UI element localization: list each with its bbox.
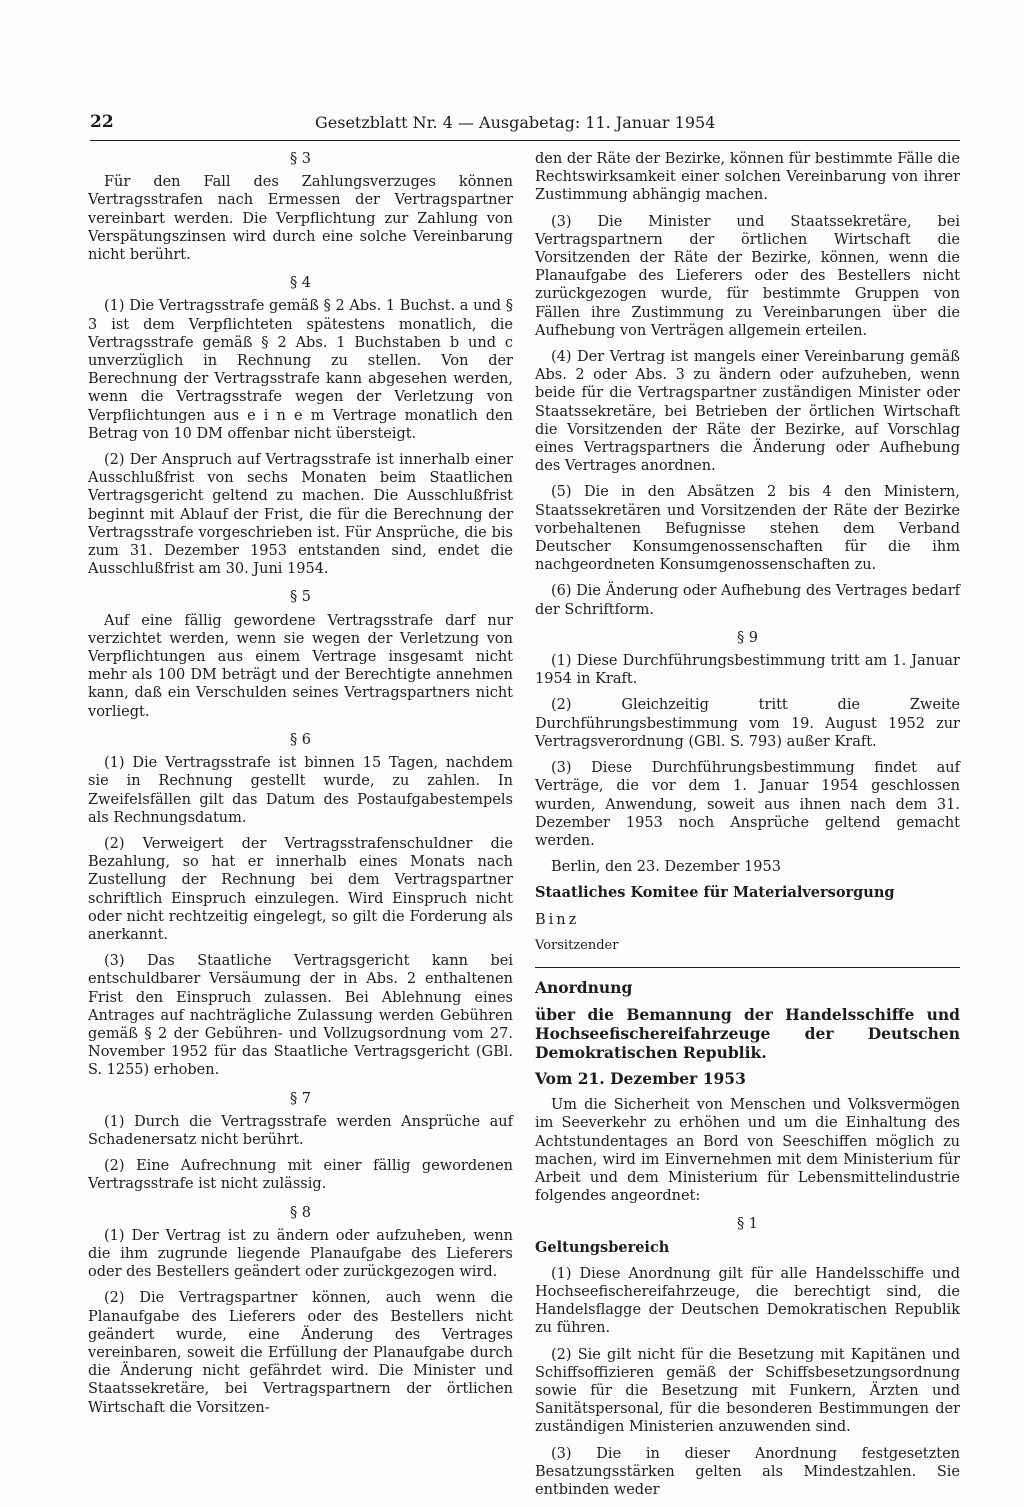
section-heading: § 7 <box>289 1090 312 1107</box>
place-date: Berlin, den 23. Dezember 1953 <box>551 859 781 876</box>
paragraph: Auf eine fällig gewordene Vertragsstrafe darf nur verzichtet werden, wenn sie wegen der Verletzung von Verpflichtungen aus einem Vertrage insgesamt nicht mehr als 100 DM beträgt und der Berechtigte annehmen kann, daß ein Verschulden seines Vertragspartners nicht vorliegt. <box>88 612 513 720</box>
paragraph: (1) Diese Durchführungsbestimmung tritt am 1. Januar 1954 in Kraft. <box>535 653 960 688</box>
ordinance-intro: Um die Sicherheit von Menschen und Volksvermögen im Seeverkehr zu erhöhen und um die Einhaltung des Achtstundentages an Bord von Seeschiffen möglich zu machen, wird im Einvernehmen mit dem Ministerium für Arbeit und dem Ministerium für Lebensmittelindustrie folgendes angeordnet: <box>535 1097 960 1205</box>
left-column <box>88 150 513 1425</box>
right-column <box>535 150 960 1507</box>
paragraph: (2) Sie gilt nicht für die Besetzung mit Kapitänen und Schiffsoffizieren gemäß der Schiffsbesetzungsordnung sowie für die Besetzung mit Funkern, Ärzten und Sanitätspersonal, für die besonderen Bestimmungen der zuständigen Ministerien anzuwenden sind. <box>535 1346 960 1436</box>
paragraph: (3) Die Minister und Staatssekretäre, bei Vertragspartnern der örtlichen Wirtschaft die Vorsitzenden der Räte der Bezirke, können, wenn die Planaufgabe des Lieferers oder des Bestellers nicht zurückgezogen wurde, für bestimmte Gruppen von Fällen ihre Zustimmung zu Vereinbarungen über die Aufhebung von Verträgen allgemein erteilen. <box>535 213 960 339</box>
section-heading: § 4 <box>289 275 312 292</box>
ordinance-title: Anordnung <box>535 977 633 997</box>
ordinance-date: Vom 21. Dezember 1953 <box>535 1068 746 1088</box>
page-header <box>90 110 960 141</box>
section-heading: § 9 <box>736 629 759 646</box>
paragraph: Für den Fall des Zahlungsverzuges können Vertragsstrafen nach Ermessen der Vertragspartner vereinbart werden. Die Verpflichtung zur Zahlung von Verspätungszinsen wird durch eine solche Vereinbarung nicht berührt. <box>88 174 513 264</box>
ordinance-subtitle: über die Bemannung der Handelsschiffe und Hochseefischereifahrzeuge der Deutschen Demokratischen Republik. <box>535 1004 960 1062</box>
paragraph: (3) Diese Durchführungsbestimmung findet auf Verträge, die vor dem 1. Januar 1954 geschlossen wurden, Anwendung, soweit aus ihnen nach dem 31. Dezember 1953 noch Ansprüche geltend gemacht werden. <box>535 760 960 849</box>
paragraph: (3) Die in dieser Anordnung festgesetzten Besatzungsstärken gelten als Mindestzahlen. Sie entbinden weder <box>535 1445 960 1498</box>
section-title: Geltungsbereich <box>535 1238 670 1256</box>
paragraph: (2) Verweigert der Vertragsstrafenschuldner die Bezahlung, so hat er innerhalb eines Monats nach Zustellung der Rechnung bei dem Vertragspartner schriftlich Einspruch einzulegen. Wird Einspruch nicht oder nicht rechtzeitig eingelegt, so gilt die Forderung als anerkannt. <box>88 835 513 943</box>
section-heading: § 8 <box>289 1204 312 1221</box>
paragraph: (1) Diese Anordnung gilt für alle Handelsschiffe und Hochseefischereifahrzeuge, die berechtigt sind, die Handelsflagge der Deutschen Demokratischen Republik zu führen. <box>535 1265 960 1337</box>
paragraph: (6) Die Änderung oder Aufhebung des Vertrages bedarf der Schriftform. <box>535 583 960 618</box>
signature-organization: Staatliches Komitee für Materialversorgung <box>535 884 895 902</box>
paragraph: (4) Der Vertrag ist mangels einer Vereinbarung gemäß Abs. 2 oder Abs. 3 zu ändern oder aufzuheben, wenn beide für die Vertragspartner zuständigen Minister oder Staatssekretäre, bei Betrieben der örtlichen Wirtschaft die Vorsitzenden der Räte der Bezirke, auf Vorschlag eines Vertragspartners die Änderung oder Aufhebung des Vertrages anordnen. <box>535 349 960 475</box>
divider <box>535 967 960 968</box>
paragraph: (3) Das Staatliche Vertragsgericht kann bei entschuldbarer Versäumung der in Abs. 2 enthaltenen Frist den Einspruch zulassen. Bei Ablehnung eines Antrages auf nachträgliche Zulassung werden Gebühren gemäß § 2 der Gebühren- und Vollzugsordnung vom 27. November 1952 für das Staatliche Vertragsgericht (GBl. S. 1255) erhoben. <box>88 953 513 1079</box>
section-heading: § 6 <box>289 731 312 748</box>
section-heading: § 5 <box>289 589 312 606</box>
signature-role: Vorsitzender <box>535 937 619 953</box>
paragraph: (5) Die in den Absätzen 2 bis 4 den Ministern, Staatssekretären und Vorsitzenden der Räte der Bezirke vorbehaltenen Befugnisse stehen dem Verband Deutscher Konsumgenossenschaften für die ihm nachgeordneten Konsumgenossenschaften zu. <box>535 484 960 574</box>
paragraph: (1) Die Vertragsstrafe ist binnen 15 Tagen, nachdem sie in Rechnung gestellt wurde, zu zahlen. In Zweifelsfällen gilt das Datum des Postaufgabestempels als Rechnungsdatum. <box>88 755 513 826</box>
paragraph: (2) Der Anspruch auf Vertragsstrafe ist innerhalb einer Ausschlußfrist von sechs Monaten beim Staatlichen Vertragsgericht geltend zu machen. Die Ausschlußfrist beginnt mit Ablauf der Frist, die für die Berechnung der Vertragsstrafe vorgeschrieben ist. Für Ansprüche, die bis zum 31. Dezember 1953 entstanden sind, endet die Ausschlußfrist am 30. Juni 1954. <box>88 452 513 578</box>
page-number: 22 <box>90 112 114 132</box>
running-title: Gesetzblatt Nr. 4 — Ausgabetag: 11. Januar 1954 <box>315 113 716 132</box>
paragraph: (2) Eine Aufrechnung mit einer fällig gewordenen Vertragsstrafe ist nicht zulässig. <box>88 1158 513 1193</box>
signature-name: Binz <box>535 911 580 928</box>
section-heading: § 3 <box>289 151 312 167</box>
paragraph-continuation: den der Räte der Bezirke, können für bestimmte Fälle die Rechtswirksamkeit einer solchen Vereinbarung von ihrer Zustimmung abhängig machen. <box>535 151 960 204</box>
paragraph: (1) Der Vertrag ist zu ändern oder aufzuheben, wenn die ihm zugrunde liegende Planaufgabe des Lieferers oder des Bestellers geändert oder zurückgezogen wird. <box>88 1227 513 1281</box>
section-heading: § 1 <box>736 1216 759 1233</box>
paragraph: (1) Die Vertragsstrafe gemäß § 2 Abs. 1 Buchst. a und § 3 ist dem Verpflichteten spätestens monatlich, die Vertragsstrafe gemäß § 2 Abs. 1 Buchstaben b und c unverzüglich in Rechnung zu stellen. Von der Berechnung der Vertragsstrafe kann abgesehen werden, wenn die Vertragsstrafe wegen der Verletzung von Verpflichtungen aus e i n e m Vertrage monatlich den Betrag von 10 DM offenbar nicht übersteigt. <box>88 298 513 442</box>
paragraph: (1) Durch die Vertragsstrafe werden Ansprüche auf Schadenersatz nicht berührt. <box>88 1113 513 1148</box>
paragraph: (2) Die Vertragspartner können, auch wenn die Planaufgabe des Lieferers oder des Bestellers nicht geändert wurde, eine Änderung des Vertrages vereinbaren, soweit die Erfüllung der Planaufgabe durch die Änderung nicht gefährdet wird. Die Minister und Staatssekretäre, bei Vertragspartnern der örtlichen Wirtschaft die Vorsitzen- <box>88 1290 513 1416</box>
paragraph: (2) Gleichzeitig tritt die Zweite Durchführungsbestimmung vom 19. August 1952 zur Vertragsverordnung (GBl. S. 793) außer Kraft. <box>535 697 960 750</box>
